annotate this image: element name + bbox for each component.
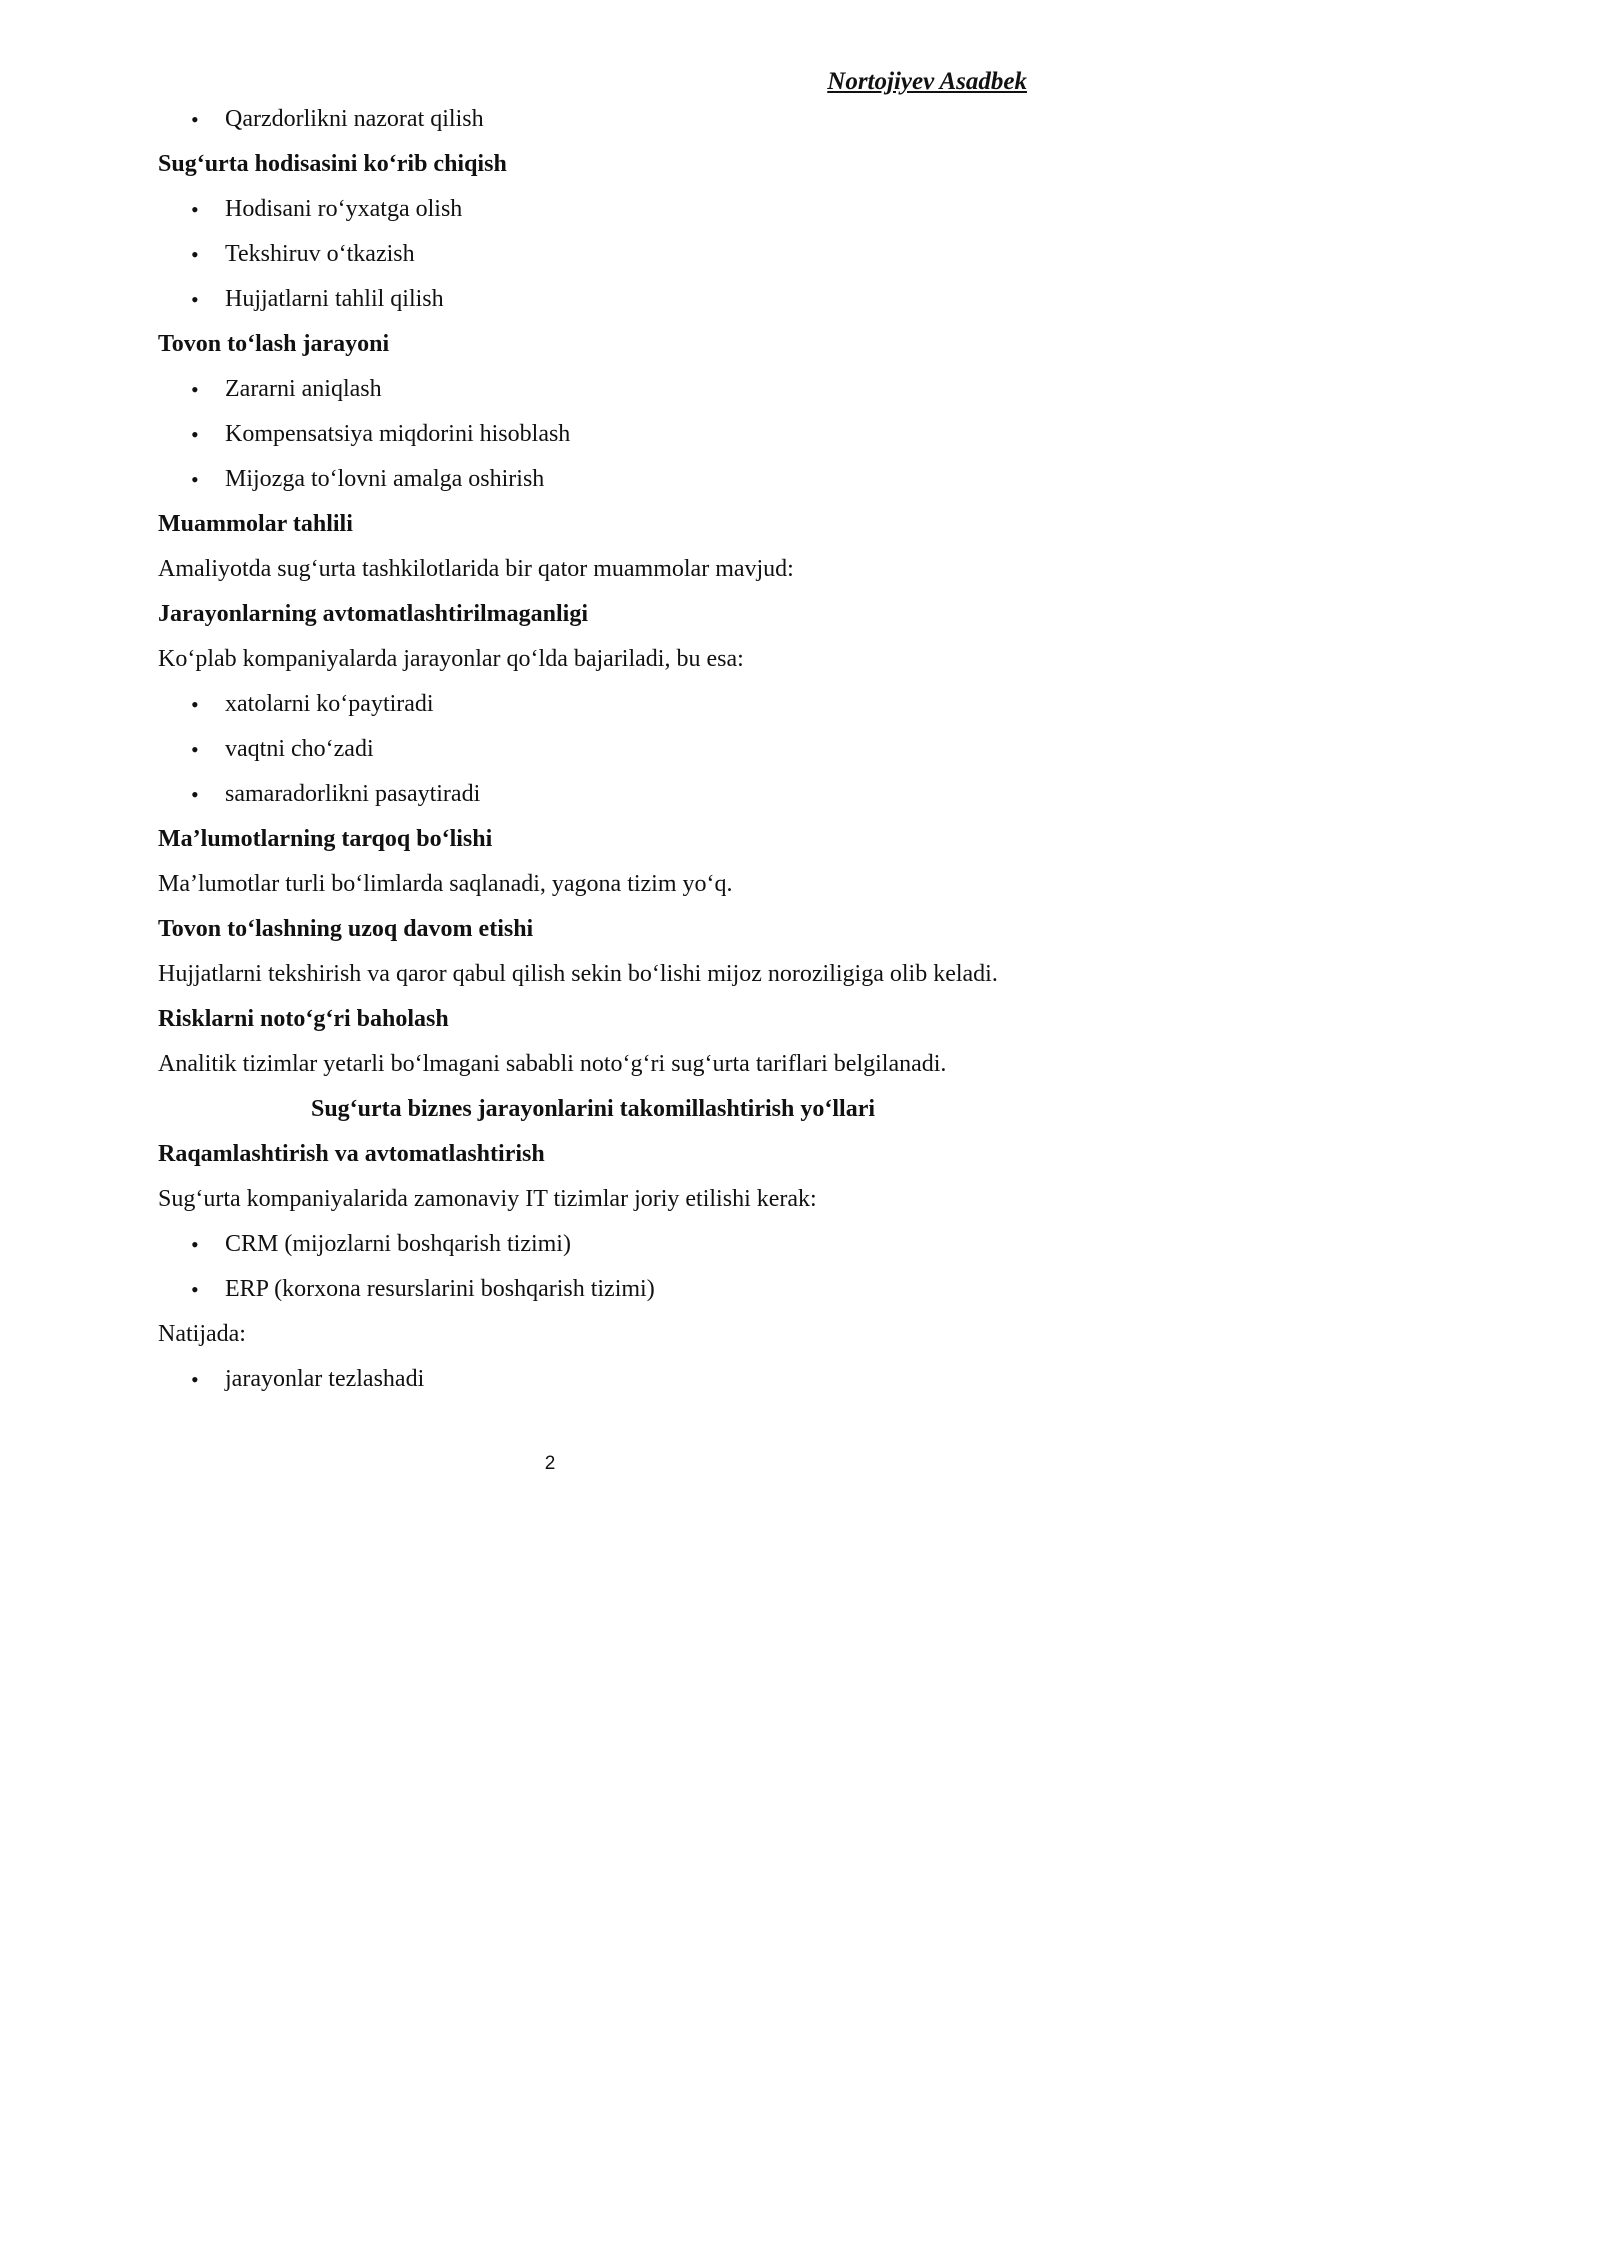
list-item — [158, 277, 1028, 322]
page-content — [158, 97, 1028, 1402]
paragraph: Ko‘plab kompaniyalarda jarayonlar qo‘lda bajariladi, bu esa: — [158, 646, 744, 672]
list-item-text: Tekshiruv o‘tkazish — [225, 241, 415, 267]
section-heading: Raqamlashtirish va avtomatlashtirish — [158, 1141, 545, 1167]
list-item-text: vaqtni cho‘zadi — [225, 736, 374, 762]
bullet-icon: • — [191, 1367, 199, 1392]
bullet-icon: • — [191, 1277, 199, 1302]
list-item-text: ERP (korxona resurslarini boshqarish tizimi) — [225, 1276, 655, 1302]
list-item — [158, 772, 1028, 817]
list-item — [158, 97, 1028, 142]
bullet-icon: • — [191, 422, 199, 447]
list-item — [158, 187, 1028, 232]
list-item-text: Kompensatsiya miqdorini hisoblash — [225, 421, 571, 447]
bullet-icon: • — [191, 467, 199, 492]
document-page — [0, 0, 1100, 1555]
paragraph: Analitik tizimlar yetarli bo‘lmagani sababli noto‘g‘ri sug‘urta tariflari belgilanadi. — [158, 1051, 947, 1077]
bullet-icon: • — [191, 692, 199, 717]
page-number: 2 — [544, 1453, 556, 1474]
list-item-text: jarayonlar tezlashadi — [225, 1366, 425, 1392]
paragraph: Amaliyotda sug‘urta tashkilotlarida bir qator muammolar mavjud: — [158, 556, 794, 582]
list-item — [158, 1357, 1028, 1402]
paragraph: Hujjatlarni tekshirish va qaror qabul qilish sekin bo‘lishi mijoz noroziligiga olib keladi. — [158, 961, 998, 987]
list-item — [158, 682, 1028, 727]
section-heading: Sug‘urta hodisasini ko‘rib chiqish — [158, 151, 507, 177]
bullet-icon: • — [191, 1232, 199, 1257]
section-heading: Risklarni noto‘g‘ri baholash — [158, 1006, 449, 1032]
section-heading: Muammolar tahlili — [158, 511, 353, 537]
section-heading: Tovon to‘lash jarayoni — [158, 331, 390, 357]
bullet-icon: • — [191, 197, 199, 222]
section-heading: Jarayonlarning avtomatlashtirilmaganligi — [158, 601, 589, 627]
paragraph: Natijada: — [158, 1321, 246, 1347]
bullet-icon: • — [191, 242, 199, 267]
bullet-icon: • — [191, 737, 199, 762]
chapter-title: Sug‘urta biznes jarayonlarini takomillashtirish yo‘llari — [310, 1096, 876, 1122]
list-item-text: xatolarni ko‘paytiradi — [225, 691, 434, 717]
list-item — [158, 412, 1028, 457]
bullet-icon: • — [191, 107, 199, 132]
paragraph: Sug‘urta kompaniyalarida zamonaviy IT tizimlar joriy etilishi kerak: — [158, 1186, 817, 1212]
list-item-text: Mijozga to‘lovni amalga oshirish — [225, 466, 545, 492]
list-item-text: Qarzdorlikni nazorat qilish — [225, 106, 484, 132]
list-item-text: Zararni aniqlash — [225, 376, 382, 402]
list-item — [158, 727, 1028, 772]
list-item-text: Hodisani ro‘yxatga olish — [225, 196, 463, 222]
bullet-icon: • — [191, 782, 199, 807]
list-item — [158, 1222, 1028, 1267]
list-item — [158, 457, 1028, 502]
section-heading: Ma’lumotlarning tarqoq bo‘lishi — [158, 826, 493, 852]
bullet-icon: • — [191, 287, 199, 312]
paragraph: Ma’lumotlar turli bo‘limlarda saqlanadi, yagona tizim yo‘q. — [158, 871, 733, 897]
list-item-text: Hujjatlarni tahlil qilish — [225, 286, 444, 312]
author-header: Nortojiyev Asadbek — [827, 68, 1027, 95]
list-item — [158, 1267, 1028, 1312]
list-item — [158, 232, 1028, 277]
section-heading: Tovon to‘lashning uzoq davom etishi — [158, 916, 534, 942]
list-item-text: CRM (mijozlarni boshqarish tizimi) — [225, 1231, 571, 1257]
list-item-text: samaradorlikni pasaytiradi — [225, 781, 481, 807]
list-item — [158, 367, 1028, 412]
bullet-icon: • — [191, 377, 199, 402]
